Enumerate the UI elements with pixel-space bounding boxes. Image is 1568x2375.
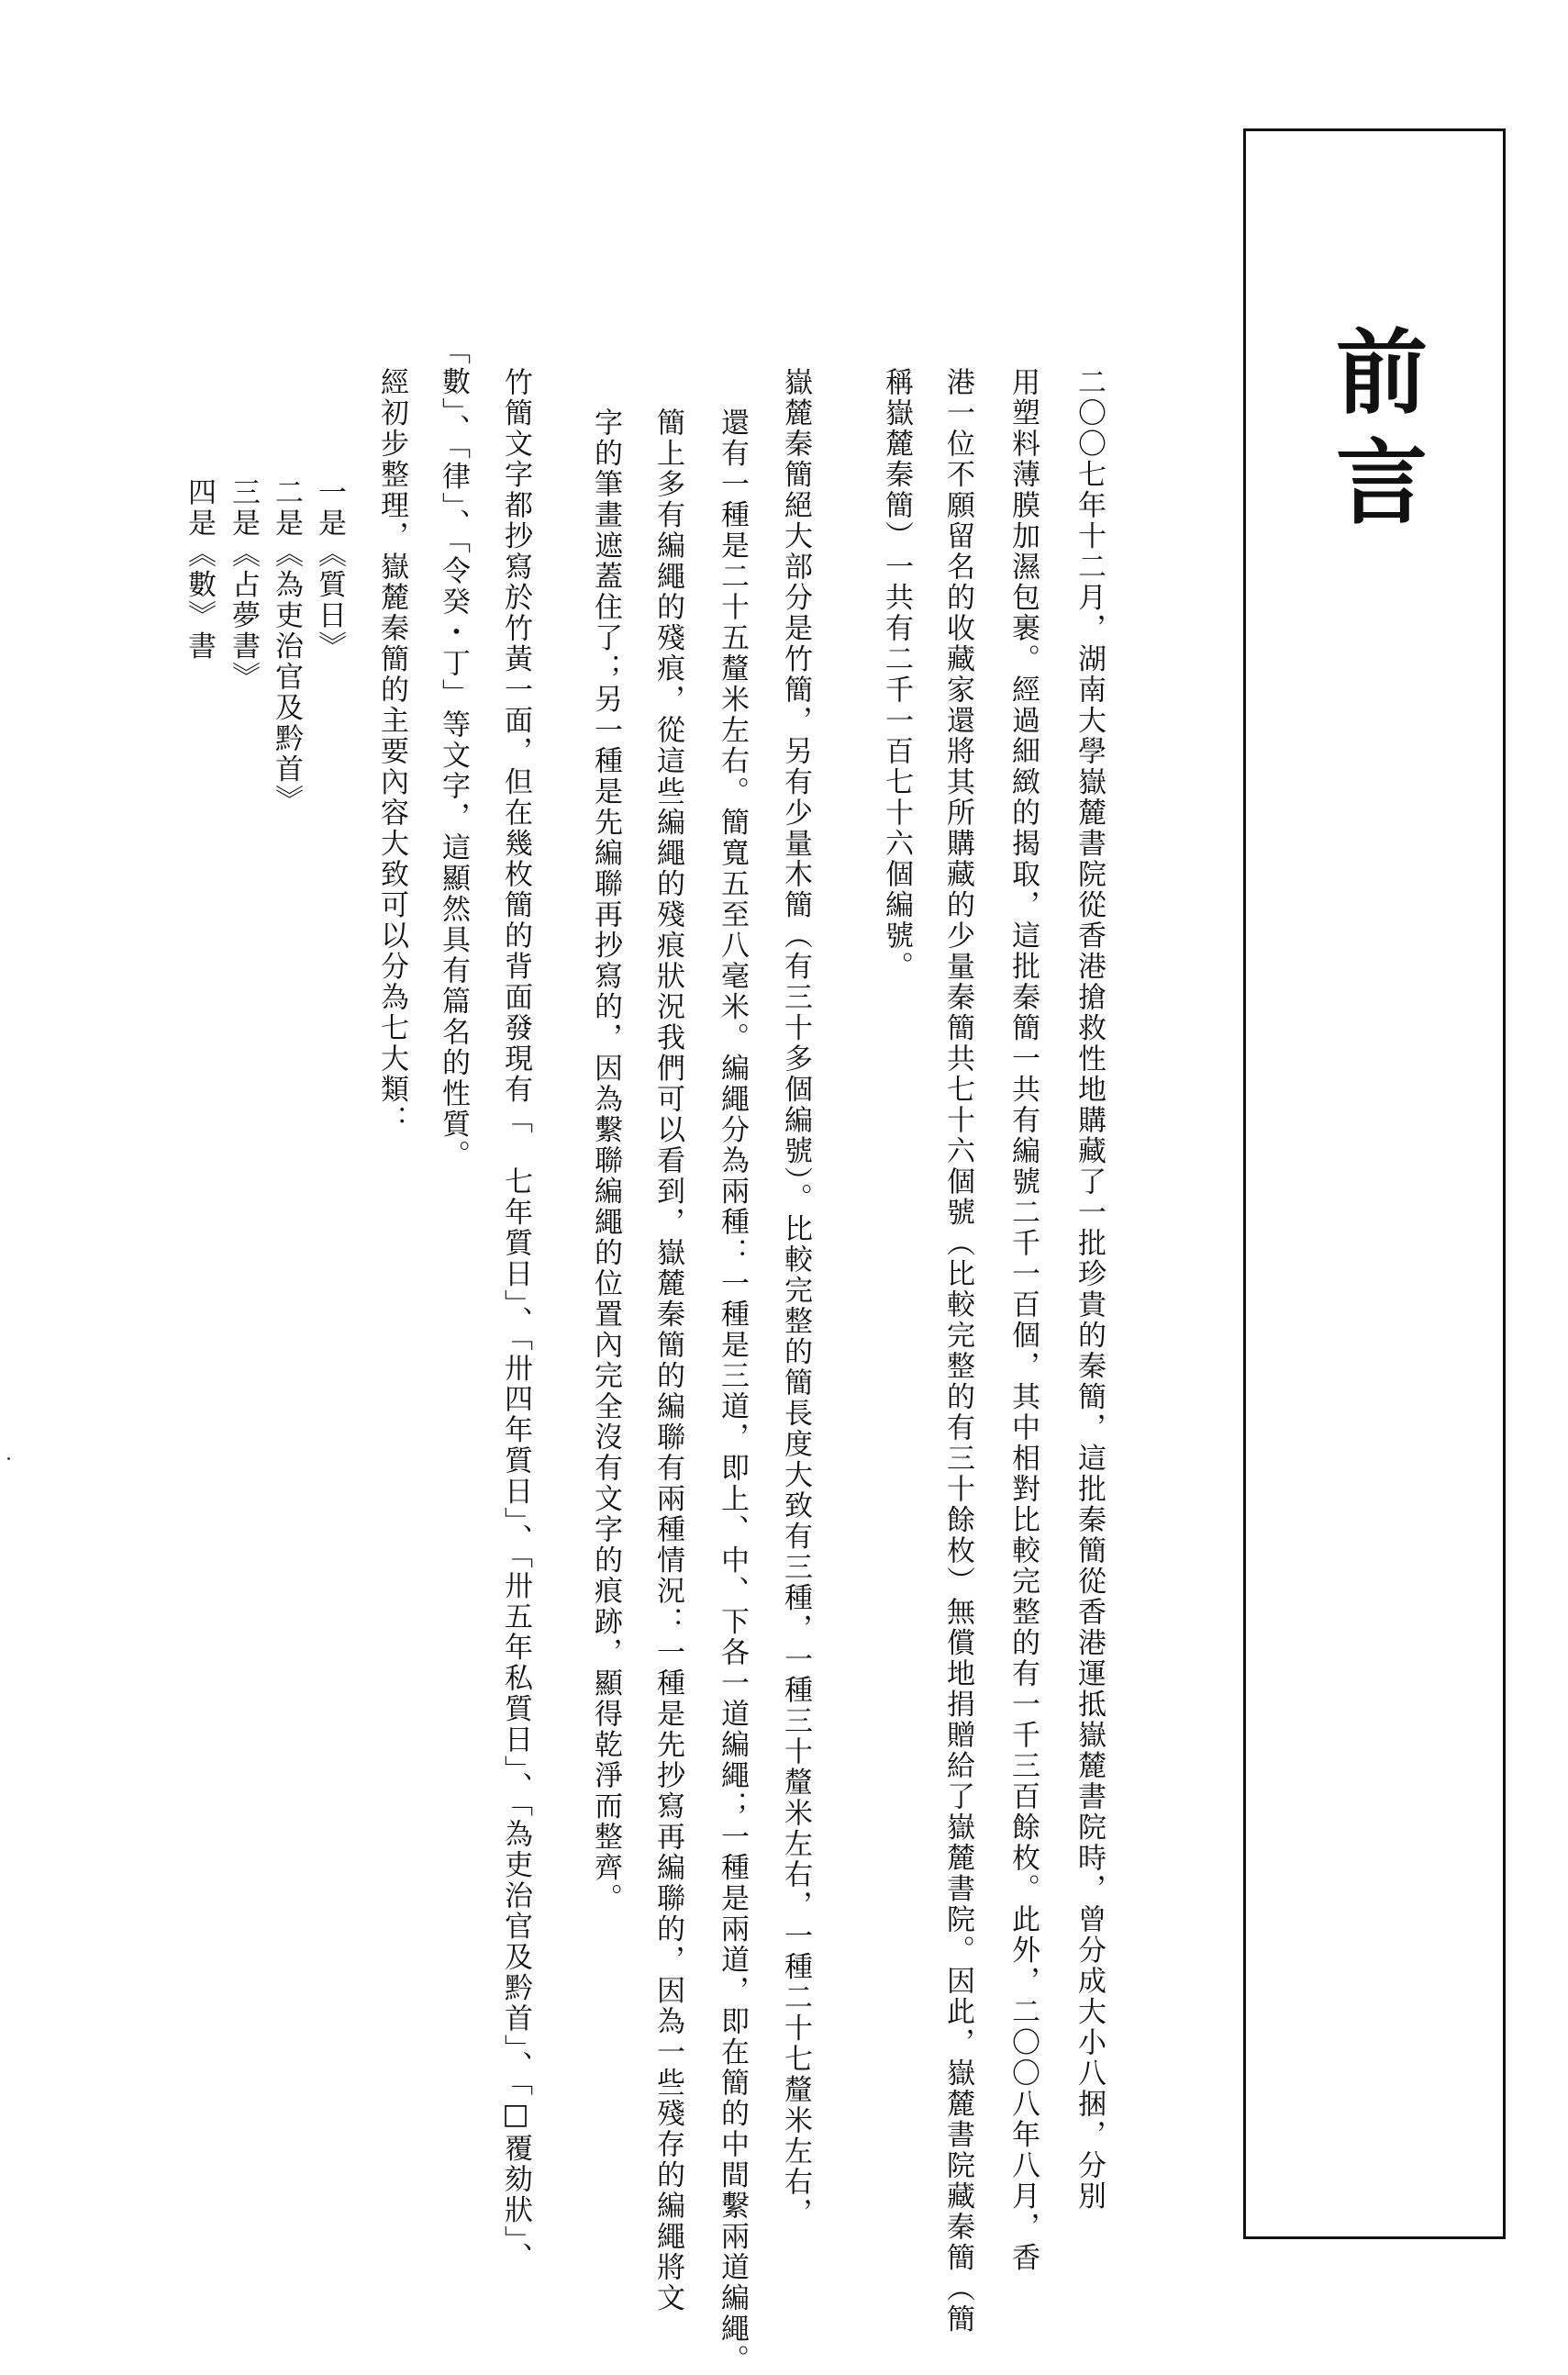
text-column: 還有一種是二十五釐米左右。簡寬五至八毫米。編繩分為兩種：一種是三道，即上、中、下各一道編繩；一種是兩道，即在簡的中間繫兩道編繩。 xyxy=(716,407,749,2375)
text-column: 竹簡文字都抄寫於竹黃一面，但在幾枚簡的背面發現有「 七年質日」、「卅四年質日」、「卅五年私質日」、「為吏治官及黔首」、「□覆劾狀」、 xyxy=(499,367,532,2273)
scan-speck xyxy=(7,1457,10,1460)
text-column: 三是《占夢書》 xyxy=(227,477,260,693)
page-title: 前言 xyxy=(1320,324,1429,544)
text-column: 二是《為吏治官及黔首》 xyxy=(270,477,303,816)
text-column: 用塑料薄膜加濕包裹。經過細緻的揭取，這批秦簡一共有編號二千一百個，其中相對比較完整的有一千三百餘枚。此外，二〇〇八年八月，香 xyxy=(1006,367,1040,2273)
text-column: 嶽麓秦簡絕大部分是竹簡，另有少量木簡（有三十多個編號）。比較完整的簡長度大致有三種，一種三十釐米左右，一種二十七釐米左右， xyxy=(779,367,812,2228)
text-column: 港一位不願留名的收藏家還將其所購藏的少量秦簡共七十六個號（比較完整的有三十餘枚）無償地捐贈給了嶽麓書院。因此，嶽麓書院藏秦簡（簡 xyxy=(941,367,974,2335)
text-column: 經初步整理，嶽麓秦簡的主要內容大致可以分為七大類： xyxy=(375,367,408,1136)
text-column: 四是《數》書 xyxy=(183,477,216,662)
text-column: 一是《質日》 xyxy=(313,477,346,662)
title-box xyxy=(1243,128,1506,2239)
text-column: 「數」、「律」、「令癸・丁」等文字，這顯然具有篇名的性質。 xyxy=(437,336,470,1171)
text-column: 簡上多有編繩的殘痕，從這些編繩的殘痕狀況我們可以看到，嶽麓秦簡的編聯有兩種情況：一種是先抄寫再編聯的，因為一些殘存的編繩將文 xyxy=(651,407,684,2314)
text-column: 二〇〇七年十二月，湖南大學嶽麓書院從香港搶救性地購藏了一批珍貴的秦簡，這批秦簡從香港運抵嶽麓書院時，曾分成大小八捆，分別 xyxy=(1073,367,1106,2212)
text-column: 稱嶽麓秦簡）一共有二千一百七十六個編號。 xyxy=(880,367,913,982)
text-column: 字的筆畫遮蓋住了；另一種是先編聯再抄寫的，因為繫聯編繩的位置內完全沒有文字的痕跡，顯得乾淨而整齊。 xyxy=(589,407,622,1914)
